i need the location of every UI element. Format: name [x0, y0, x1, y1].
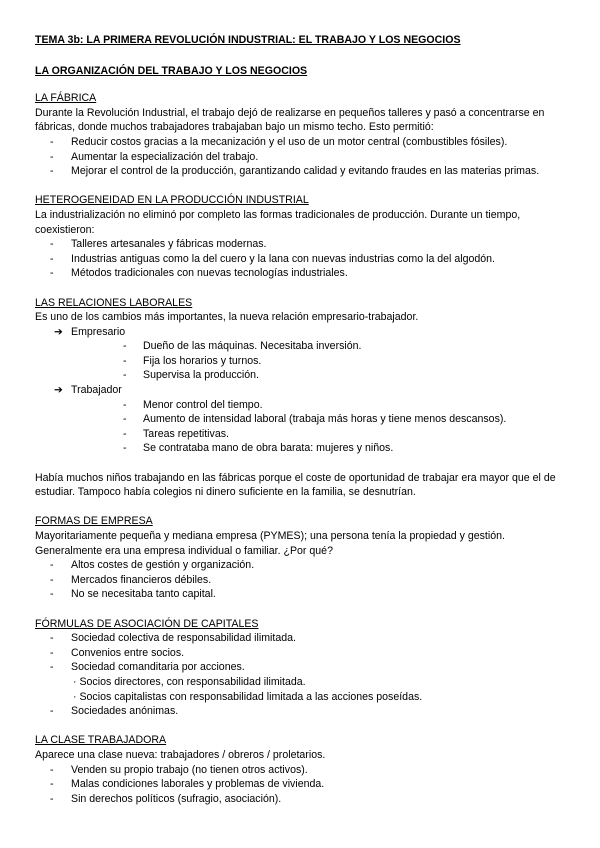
section-note-ninos: [35, 471, 570, 500]
section-intro-heterogeneidad: La industrialización no eliminó por completo las formas tradicionales de producción. Durante un tiempo, coexistieron:: [35, 208, 521, 236]
list-item: - Reducir costos gracias a la mecanización y el uso de un motor central (combustibles fósiles).: [35, 135, 570, 150]
list-item: - Altos costes de gestión y organización.: [35, 558, 570, 573]
list-item: - Sociedad colectiva de responsabilidad ilimitada.: [35, 631, 570, 646]
list-item: - Malas condiciones laborales y problemas de vivienda.: [35, 777, 570, 792]
section-intro-clase: Aparece una clase nueva: trabajadores / obreros / proletarios.: [35, 748, 326, 761]
list-item: - Tareas repetitivas.: [71, 427, 570, 442]
list-item-text: Sociedad comanditaria por acciones.: [71, 661, 245, 674]
list-item: - Supervisa la producción.: [71, 368, 570, 383]
section-heterogeneidad: [35, 193, 570, 281]
paragraph-ninos: Había muchos niños trabajando en las fábricas porque el coste de oportunidad de trabajar era mayor que el de estudiar. Tampoco había colegios ni dinero suficiente en la familia, se desnutrían.: [35, 471, 556, 499]
list-item: - Dueño de las máquinas. Necesitaba inversión.: [71, 339, 570, 354]
list-item: - No se necesitaba tanto capital.: [35, 587, 570, 602]
list-item: - Sin derechos políticos (sufragio, asociación).: [35, 792, 570, 807]
list-item: - Métodos tradicionales con nuevas tecnologías industriales.: [35, 266, 570, 281]
arrow-right-icon: ➔: [54, 384, 63, 397]
list-item: - Aumentar la especialización del trabajo.: [35, 150, 570, 165]
section-formulas-asociacion: [35, 617, 570, 719]
list-item: [35, 660, 570, 704]
list-item: - Sociedades anónimas.: [35, 704, 570, 719]
section-intro-fabrica: Durante la Revolución Industrial, el trabajo dejó de realizarse en pequeños talleres y pasó a concentrarse en fábricas, donde muchos trabajadores trabajaban bajo un mismo techo. Esto permitió:: [35, 106, 545, 134]
list-item: - Aumento de intensidad laboral (trabaja más horas y tiene menos descansos).: [71, 412, 570, 427]
list-item: - Mejorar el control de la producción, garantizando calidad y evitando fraudes en las materias primas.: [35, 164, 570, 179]
group-label: Empresario: [71, 325, 126, 338]
section-relaciones-laborales: [35, 296, 570, 457]
bullet-list-formas: [35, 558, 570, 602]
document-title: TEMA 3b: LA PRIMERA REVOLUCIÓN INDUSTRIAL: EL TRABAJO Y LOS NEGOCIOS: [35, 34, 461, 46]
list-item: - Convenios entre socios.: [35, 646, 570, 661]
group-empresario: [35, 325, 570, 383]
arrow-list-relaciones: [35, 325, 570, 456]
bullet-list-empresario: [71, 339, 570, 383]
bullet-list-trabajador: [71, 398, 570, 456]
list-item: - Talleres artesanales y fábricas modernas.: [35, 237, 570, 252]
document-subtitle: LA ORGANIZACIÓN DEL TRABAJO Y LOS NEGOCIOS: [35, 64, 308, 77]
bullet-list-formulas: [35, 631, 570, 719]
list-item: - Industrias antiguas como la del cuero y la lana con nuevas industrias como la del algodón.: [35, 252, 570, 267]
bullet-list-heterogeneidad: [35, 237, 570, 281]
sub-list-item: · Socios directores, con responsabilidad ilimitada.: [73, 675, 306, 688]
section-fabrica: [35, 91, 570, 179]
list-item: - Menor control del tiempo.: [71, 398, 570, 413]
sub-list-item: · Socios capitalistas con responsabilidad limitada a las acciones poseídas.: [73, 690, 423, 703]
section-heading-clase: LA CLASE TRABAJADORA: [35, 734, 167, 747]
group-label: Trabajador: [71, 384, 122, 397]
list-item: - Mercados financieros débiles.: [35, 573, 570, 588]
group-trabajador: [35, 383, 570, 456]
section-heading-heterogeneidad: HETEROGENEIDAD EN LA PRODUCCIÓN INDUSTRIAL: [35, 194, 309, 207]
section-heading-formulas: FÓRMULAS DE ASOCIACIÓN DE CAPITALES: [35, 617, 259, 630]
list-item: - Se contrataba mano de obra barata: mujeres y niños.: [71, 441, 570, 456]
section-clase-trabajadora: [35, 733, 570, 806]
list-item: - Venden su propio trabajo (no tienen otros activos).: [35, 763, 570, 778]
section-intro-formas: Mayoritariamente pequeña y mediana empresa (PYMES); una persona tenía la propiedad y gestión. Generalmente era una empresa individual o familiar. ¿Por qué?: [35, 530, 505, 557]
section-heading-formas: FORMAS DE EMPRESA: [35, 515, 153, 528]
section-formas-empresa: [35, 514, 570, 602]
section-heading-relaciones: LAS RELACIONES LABORALES: [35, 296, 193, 309]
bullet-list-fabrica: [35, 135, 570, 179]
list-item: - Fija los horarios y turnos.: [71, 354, 570, 369]
arrow-right-icon: ➔: [54, 325, 63, 338]
bullet-list-clase: [35, 763, 570, 807]
section-heading-fabrica: LA FÁBRICA: [35, 92, 97, 105]
section-intro-relaciones: Es uno de los cambios más importantes, la nueva relación empresario-trabajador.: [35, 311, 419, 324]
